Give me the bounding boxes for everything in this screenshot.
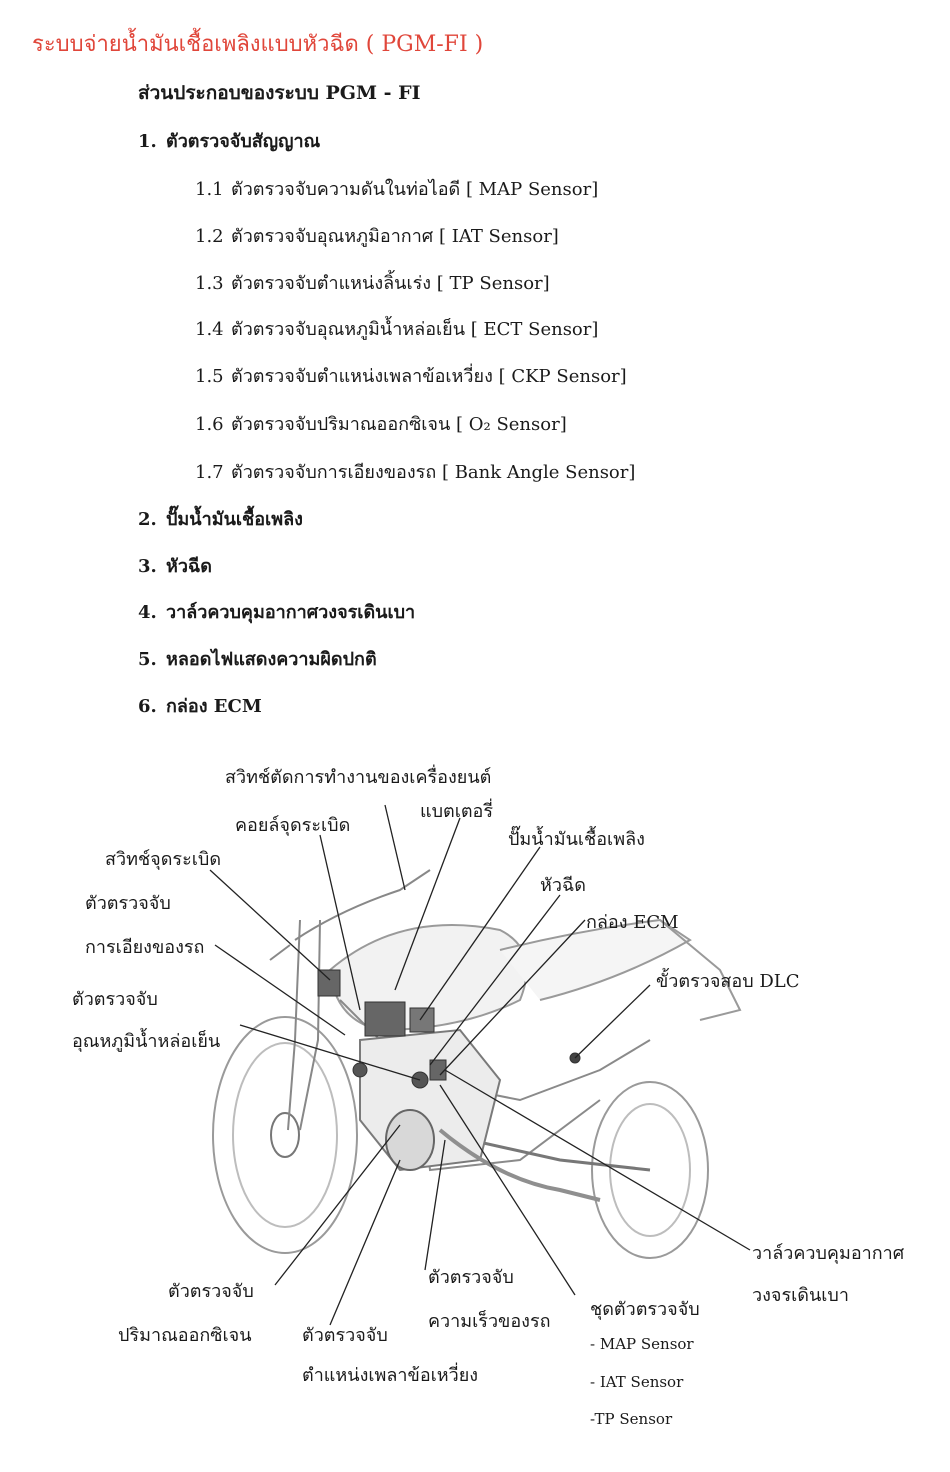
front-wheel bbox=[213, 1017, 357, 1253]
label-speed-line1: ตัวตรวจจับ bbox=[428, 1267, 514, 1288]
label-fuel-pump: ปั๊มน้ำมันเชื้อเพลิง bbox=[508, 829, 645, 850]
label-o2-line2: ปริมาณออกซิเจน bbox=[118, 1325, 252, 1346]
list-item-number: 6. bbox=[138, 696, 157, 717]
list-item-4 bbox=[138, 597, 415, 626]
list-item-label: หลอดไฟแสดงความผิดปกติ bbox=[166, 649, 377, 670]
list-item-2 bbox=[138, 504, 303, 533]
list-item-label: กล่อง ECM bbox=[166, 696, 262, 717]
sensor-item-number: 1.7 bbox=[195, 462, 224, 483]
sensor-item-1-3 bbox=[195, 268, 550, 297]
sensor-item-number: 1.5 bbox=[195, 366, 224, 387]
label-iacv-line1: วาล์วควบคุมอากาศ bbox=[752, 1243, 905, 1264]
label-dlc: ขั้วตรวจสอบ DLC bbox=[656, 971, 800, 992]
sensor-item-label: ตัวตรวจจับอุณหภูมิน้ำหล่อเย็น [ ECT Sensor] bbox=[231, 319, 599, 340]
label-speed-line2: ความเร็วของรถ bbox=[428, 1311, 551, 1332]
list-item-label: ตัวตรวจจับสัญญาณ bbox=[166, 131, 321, 152]
label-ect-line2: อุณหภูมิน้ำหล่อเย็น bbox=[72, 1031, 221, 1052]
page-title: ระบบจ่ายน้ำมันเชื้อเพลิงแบบหัวฉีด ( PGM-FI ) bbox=[32, 32, 484, 57]
page-subtitle: ส่วนประกอบของระบบ PGM - FI bbox=[138, 82, 421, 104]
label-bank-angle-line2: การเอียงของรถ bbox=[85, 937, 205, 958]
list-item-3 bbox=[138, 551, 212, 580]
label-o2-line1: ตัวตรวจจับ bbox=[168, 1281, 254, 1302]
list-item-5 bbox=[138, 644, 377, 673]
front-wheel-hub bbox=[271, 1113, 299, 1157]
sensor-item-number: 1.2 bbox=[195, 226, 224, 247]
ecm-box bbox=[365, 1002, 405, 1036]
list-item-label: ปั๊มน้ำมันเชื้อเพลิง bbox=[166, 509, 303, 530]
sensor-item-1-2 bbox=[195, 221, 559, 250]
sensor-item-number: 1.4 bbox=[195, 319, 224, 340]
sensor-item-1-4 bbox=[195, 314, 598, 343]
sensor-item-number: 1.3 bbox=[195, 273, 224, 294]
sensor-item-label: ตัวตรวจจับความดันในท่อไอดี [ MAP Sensor] bbox=[231, 179, 599, 200]
sensor-item-1-6 bbox=[195, 409, 567, 438]
label-sensor-unit: ชุดตัวตรวจจับ bbox=[590, 1299, 700, 1320]
label-iacv-line2: วงจรเดินเบา bbox=[752, 1285, 849, 1306]
list-item-label: วาล์วควบคุมอากาศวงจรเดินเบา bbox=[166, 602, 416, 623]
sensor-item-1-7 bbox=[195, 457, 635, 486]
list-item-number: 4. bbox=[138, 602, 157, 623]
motorcycle-diagram bbox=[0, 740, 950, 1468]
sensor-item-number: 1.1 bbox=[195, 179, 224, 200]
sensor-item-label: ตัวตรวจจับปริมาณออกซิเจน [ O₂ Sensor] bbox=[231, 414, 567, 435]
label-ignition-switch: สวิทช์จุดระเบิด bbox=[105, 849, 222, 870]
label-ect-line1: ตัวตรวจจับ bbox=[72, 989, 158, 1010]
label-battery: แบตเตอรี่ bbox=[420, 801, 494, 822]
sensor-item-label: ตัวตรวจจับตำแหน่งเพลาข้อเหวี่ยง [ CKP Sensor] bbox=[231, 366, 627, 387]
label-bank-angle-line1: ตัวตรวจจับ bbox=[85, 893, 171, 914]
sensor-item-label: ตัวตรวจจับตำแหน่งลิ้นเร่ง [ TP Sensor] bbox=[231, 273, 550, 294]
label-tp-sensor: -TP Sensor bbox=[590, 1410, 673, 1428]
label-map-sensor: - MAP Sensor bbox=[590, 1335, 694, 1353]
label-ignition-coil: คอยล์จุดระเบิด bbox=[235, 815, 351, 836]
sensor-item-1-5 bbox=[195, 361, 627, 390]
sensor-item-label: ตัวตรวจจับการเอียงของรถ [ Bank Angle Sensor] bbox=[231, 462, 636, 483]
label-ckp-line1: ตัวตรวจจับ bbox=[302, 1325, 388, 1346]
front-wheel-inner bbox=[233, 1043, 337, 1227]
label-injector: หัวฉีด bbox=[540, 875, 586, 896]
sensor-item-1-1 bbox=[195, 174, 598, 203]
list-item-number: 5. bbox=[138, 649, 157, 670]
sensor-item-label: ตัวตรวจจับอุณหภูมิอากาศ [ IAT Sensor] bbox=[231, 226, 559, 247]
list-item-number: 2. bbox=[138, 509, 157, 530]
swingarm bbox=[470, 1140, 650, 1170]
list-item-number: 3. bbox=[138, 556, 157, 577]
sensor-item-number: 1.6 bbox=[195, 414, 224, 435]
list-item-label: หัวฉีด bbox=[166, 556, 212, 577]
list-item-6 bbox=[138, 691, 262, 720]
label-ecm-box: กล่อง ECM bbox=[586, 912, 679, 933]
list-item-1 bbox=[138, 126, 320, 155]
list-item-number: 1. bbox=[138, 131, 157, 152]
label-iat-sensor: - IAT Sensor bbox=[590, 1373, 684, 1391]
label-engine-stop-switch: สวิทช์ตัดการทำงานของเครื่องยนต์ bbox=[225, 767, 492, 788]
label-ckp-line2: ตำแหน่งเพลาข้อเหวี่ยง bbox=[302, 1365, 479, 1386]
